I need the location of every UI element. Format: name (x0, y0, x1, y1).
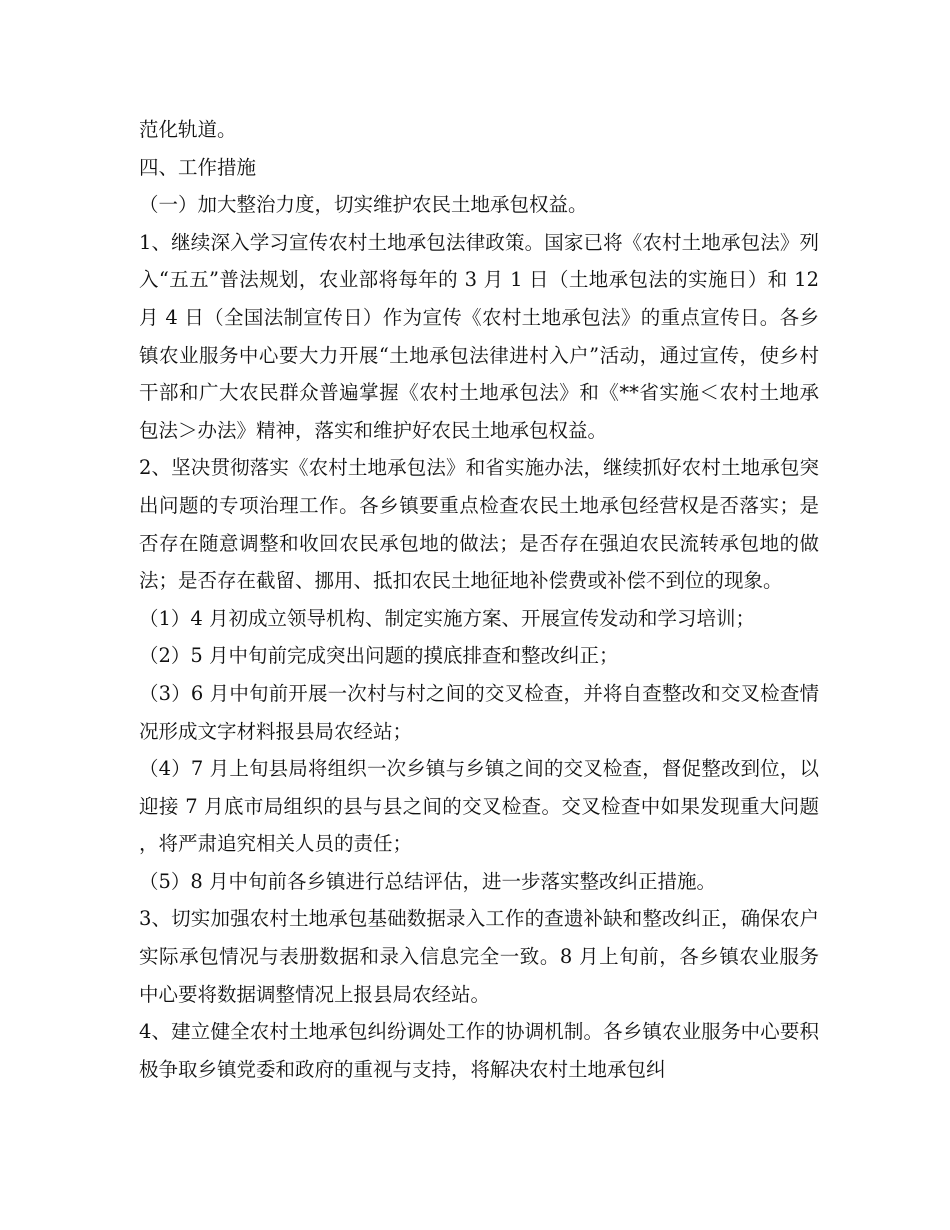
section-heading: 四、工作措施 (139, 155, 257, 179)
paragraph: 4、建立健全农村土地承包纠纷调处工作的协调机制。各乡镇农业服务中心要积极争取乡镇党委和政府的重视与支持，将解决农村土地承包纠 (139, 1020, 819, 1081)
list-item: （4）7 月上旬县局将组织一次乡镇与乡镇之间的交叉检查，督促整改到位，以迎接 7 月底市局组织的县与县之间的交叉检查。交叉检查中如果发现重大问题，将严肃追究相关人员的责任； (139, 757, 819, 856)
paragraph: 1、继续深入学习宣传农村土地承包法律政策。国家已将《农村土地承包法》列入“五五”普法规划，农业部将每年的 3 月 1 日（土地承包法的实施日）和 12 月 4 日（全国法制宣传日）作为宣传《农村土地承包法》的重点宣传日。各乡镇农业服务中心要大力开展“土地承包法律进村入户”活动，通过宣传，使乡村干部和广大农民群众普遍掌握《农村土地承包法》和《**省实施＜农村土地承包法＞办法》精神，落实和维护好农民土地承包权益。 (139, 230, 819, 442)
subsection-heading: （一）加大整治力度，切实维护农民土地承包权益。 (139, 193, 588, 217)
list-item: （3）6 月中旬前开展一次村与村之间的交叉检查，并将自查整改和交叉检查情况形成文字材料报县局农经站； (139, 681, 819, 743)
list-item: （5）8 月中旬前各乡镇进行总结评估，进一步落实整改纠正措施。 (139, 869, 717, 893)
list-item: （1）4 月初成立领导机构、制定实施方案、开展宣传发动和学习培训； (139, 606, 756, 630)
document-body (139, 111, 819, 1088)
list-item: （2）5 月中旬前完成突出问题的摸底排查和整改纠正； (139, 644, 619, 668)
paragraph: 范化轨道。 (139, 118, 237, 141)
paragraph: 3、切实加强农村土地承包基础数据录入工作的查遗补缺和整改纠正，确保农户实际承包情况与表册数据和录入信息完全一致。8 月上旬前，各乡镇农业服务中心要将数据调整情况上报县局农经站。 (139, 907, 819, 1006)
paragraph: 2、坚决贯彻落实《农村土地承包法》和省实施办法，继续抓好农村土地承包突出问题的专项治理工作。各乡镇要重点检查农民土地承包经营权是否落实；是否存在随意调整和收回农民承包地的做法；是否存在强迫农民流转承包地的做法；是否存在截留、挪用、抵扣农民土地征地补偿费或补偿不到位的现象。 (139, 456, 819, 593)
